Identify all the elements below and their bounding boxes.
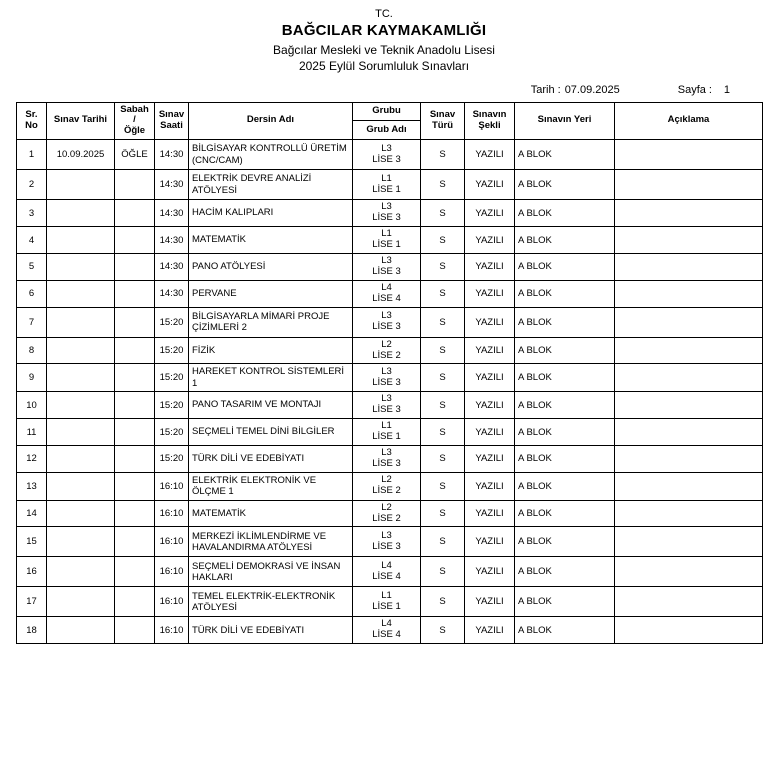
cell-exam-date — [47, 445, 115, 472]
cell-sr-no: 13 — [17, 472, 47, 500]
cell-exam-time: 14:30 — [155, 253, 189, 280]
cell-group-name: LİSE 4 — [372, 570, 401, 582]
cell-exam-date — [47, 227, 115, 254]
cell-exam-place: A BLOK — [515, 253, 615, 280]
cell-exam-date — [47, 200, 115, 227]
cell-exam-type: S — [421, 557, 465, 587]
cell-sr-no: 12 — [17, 445, 47, 472]
cell-exam-form: YAZILI — [465, 140, 515, 170]
cell-lesson-name: BİLGİSAYAR KONTROLLÜ ÜRETİM (CNC/CAM) — [189, 140, 353, 170]
cell-exam-date — [47, 337, 115, 364]
cell-note — [615, 557, 763, 587]
header-line-exam-period: 2025 Eylül Sorumluluk Sınavları — [298, 58, 470, 73]
col-header-note: Açıklama — [615, 102, 763, 140]
cell-exam-form: YAZILI — [465, 445, 515, 472]
cell-group — [353, 617, 421, 644]
cell-lesson-name: HAREKET KONTROL SİSTEMLERİ 1 — [189, 364, 353, 392]
table-row — [17, 170, 763, 200]
cell-note — [615, 280, 763, 307]
cell-group — [353, 364, 421, 392]
cell-shift — [115, 170, 155, 200]
cell-exam-type: S — [421, 170, 465, 200]
cell-note — [615, 527, 763, 557]
cell-group-code: L2 — [381, 501, 392, 513]
cell-exam-place: A BLOK — [515, 170, 615, 200]
cell-sr-no: 6 — [17, 280, 47, 307]
cell-group-name: LİSE 4 — [372, 292, 401, 304]
cell-shift — [115, 253, 155, 280]
header-line-district: BAĞCILAR KAYMAKAMLIĞI — [281, 21, 487, 39]
cell-shift — [115, 392, 155, 419]
cell-group-code: L3 — [381, 393, 392, 405]
col-header-sr-line1: Sr. — [25, 108, 38, 120]
cell-note — [615, 445, 763, 472]
cell-exam-date: 10.09.2025 — [47, 140, 115, 170]
cell-exam-type: S — [421, 500, 465, 527]
table-row — [17, 227, 763, 254]
col-header-exam-place: Sınavın Yeri — [515, 102, 615, 140]
cell-lesson-name: PERVANE — [189, 280, 353, 307]
col-header-group: Grubu — [353, 102, 421, 121]
cell-group-name: LİSE 2 — [372, 349, 401, 361]
cell-exam-form: YAZILI — [465, 472, 515, 500]
cell-exam-place: A BLOK — [515, 472, 615, 500]
cell-lesson-name: MATEMATİK — [189, 500, 353, 527]
cell-shift — [115, 280, 155, 307]
cell-note — [615, 364, 763, 392]
cell-group — [353, 527, 421, 557]
cell-shift — [115, 587, 155, 617]
cell-note — [615, 472, 763, 500]
cell-sr-no: 10 — [17, 392, 47, 419]
cell-note — [615, 500, 763, 527]
cell-group-name: LİSE 4 — [372, 629, 401, 641]
cell-exam-date — [47, 527, 115, 557]
cell-exam-form: YAZILI — [465, 617, 515, 644]
cell-exam-form: YAZILI — [465, 170, 515, 200]
cell-exam-date — [47, 472, 115, 500]
cell-group-code: L1 — [381, 420, 392, 432]
cell-sr-no: 11 — [17, 419, 47, 446]
cell-exam-type: S — [421, 392, 465, 419]
cell-lesson-name: MERKEZİ İKLİMLENDİRME VE HAVALANDIRMA ATÖLYESİ — [189, 527, 353, 557]
cell-shift — [115, 337, 155, 364]
cell-exam-form: YAZILI — [465, 500, 515, 527]
col-header-group-name: Grub Adı — [353, 121, 421, 140]
col-header-time-line1: Sınav — [158, 108, 185, 120]
cell-exam-time: 16:10 — [155, 617, 189, 644]
col-header-type-line2: Türü — [431, 119, 454, 131]
cell-shift — [115, 307, 155, 337]
cell-group-name: LİSE 3 — [372, 457, 401, 469]
cell-sr-no: 16 — [17, 557, 47, 587]
header-line-tc: TC. — [375, 8, 393, 20]
cell-shift — [115, 364, 155, 392]
cell-exam-type: S — [421, 337, 465, 364]
cell-sr-no: 4 — [17, 227, 47, 254]
cell-group-code: L3 — [381, 310, 392, 322]
cell-note — [615, 392, 763, 419]
col-header-time-line2: Saati — [160, 119, 183, 131]
col-header-form-line2: Şekli — [478, 119, 501, 131]
cell-exam-date — [47, 392, 115, 419]
cell-exam-place: A BLOK — [515, 307, 615, 337]
cell-group-code: L3 — [381, 530, 392, 541]
page-label: Sayfa : — [677, 83, 712, 96]
cell-group-name: LİSE 3 — [372, 540, 401, 552]
cell-group-code: L1 — [381, 172, 392, 184]
col-header-shift — [115, 102, 155, 140]
cell-group-code: L2 — [381, 474, 392, 486]
cell-sr-no: 3 — [17, 200, 47, 227]
cell-lesson-name: ELEKTRİK DEVRE ANALİZİ ATÖLYESİ — [189, 170, 353, 200]
date-label: Tarih : — [530, 83, 561, 96]
cell-group-name: LİSE 1 — [372, 183, 401, 195]
cell-exam-time: 15:20 — [155, 445, 189, 472]
table-row — [17, 500, 763, 527]
cell-exam-place: A BLOK — [515, 419, 615, 446]
cell-lesson-name: PANO TASARIM VE MONTAJI — [189, 392, 353, 419]
cell-exam-type: S — [421, 419, 465, 446]
col-header-lesson-name: Dersin Adı — [189, 102, 353, 140]
cell-group-name: LİSE 1 — [372, 600, 401, 612]
cell-group — [353, 280, 421, 307]
cell-group — [353, 140, 421, 170]
cell-note — [615, 170, 763, 200]
cell-exam-time: 16:10 — [155, 500, 189, 527]
cell-exam-time: 16:10 — [155, 587, 189, 617]
cell-exam-time: 14:30 — [155, 170, 189, 200]
cell-exam-time: 16:10 — [155, 472, 189, 500]
cell-exam-place: A BLOK — [515, 587, 615, 617]
cell-exam-place: A BLOK — [515, 200, 615, 227]
cell-exam-form: YAZILI — [465, 557, 515, 587]
cell-group — [353, 307, 421, 337]
cell-exam-place: A BLOK — [515, 557, 615, 587]
page-value: 1 — [723, 83, 730, 96]
cell-sr-no: 7 — [17, 307, 47, 337]
cell-shift — [115, 617, 155, 644]
cell-group — [353, 170, 421, 200]
cell-shift — [115, 500, 155, 527]
table-row — [17, 253, 763, 280]
cell-group — [353, 587, 421, 617]
cell-group-name: LİSE 3 — [372, 265, 401, 277]
date-value: 07.09.2025 — [564, 83, 620, 96]
col-header-exam-time — [155, 102, 189, 140]
cell-group-name: LİSE 3 — [372, 376, 401, 388]
cell-group — [353, 500, 421, 527]
cell-exam-time: 14:30 — [155, 280, 189, 307]
cell-sr-no: 14 — [17, 500, 47, 527]
cell-group-code: L4 — [381, 618, 392, 630]
cell-exam-place: A BLOK — [515, 227, 615, 254]
cell-note — [615, 227, 763, 254]
cell-exam-time: 15:20 — [155, 392, 189, 419]
cell-exam-form: YAZILI — [465, 227, 515, 254]
cell-note — [615, 587, 763, 617]
cell-exam-type: S — [421, 617, 465, 644]
cell-exam-type: S — [421, 445, 465, 472]
cell-shift — [115, 557, 155, 587]
cell-group — [353, 253, 421, 280]
cell-note — [615, 419, 763, 446]
cell-shift — [115, 227, 155, 254]
cell-lesson-name: BİLGİSAYARLA MİMARİ PROJE ÇİZİMLERİ 2 — [189, 307, 353, 337]
cell-exam-time: 14:30 — [155, 200, 189, 227]
table-row — [17, 419, 763, 446]
table-header — [17, 102, 763, 140]
table-row — [17, 445, 763, 472]
table-row — [17, 472, 763, 500]
cell-group-code: L4 — [381, 281, 392, 293]
cell-lesson-name: TEMEL ELEKTRİK-ELEKTRONİK ATÖLYESİ — [189, 587, 353, 617]
cell-exam-type: S — [421, 472, 465, 500]
table-body — [17, 140, 763, 644]
cell-note — [615, 253, 763, 280]
cell-note — [615, 200, 763, 227]
cell-group-name: LİSE 1 — [372, 239, 401, 251]
cell-group — [353, 337, 421, 364]
col-header-form-line1: Sınavın — [472, 108, 507, 120]
cell-exam-time: 15:20 — [155, 307, 189, 337]
cell-group — [353, 445, 421, 472]
cell-lesson-name: HACİM KALIPLARI — [189, 200, 353, 227]
cell-exam-time: 16:10 — [155, 557, 189, 587]
cell-group — [353, 472, 421, 500]
cell-sr-no: 9 — [17, 364, 47, 392]
cell-exam-type: S — [421, 253, 465, 280]
cell-group — [353, 227, 421, 254]
cell-exam-time: 15:20 — [155, 364, 189, 392]
cell-exam-form: YAZILI — [465, 527, 515, 557]
col-header-sr-no — [17, 102, 47, 140]
cell-group-code: L3 — [381, 365, 392, 377]
cell-group-code: L3 — [381, 142, 392, 154]
cell-lesson-name: SEÇMELİ TEMEL DİNİ BİLGİLER — [189, 419, 353, 446]
cell-sr-no: 8 — [17, 337, 47, 364]
cell-sr-no: 17 — [17, 587, 47, 617]
cell-exam-form: YAZILI — [465, 392, 515, 419]
cell-shift — [115, 527, 155, 557]
cell-group-name: LİSE 3 — [372, 321, 401, 333]
cell-group-name: LİSE 3 — [372, 212, 401, 224]
cell-lesson-name: TÜRK DİLİ VE EDEBİYATI — [189, 617, 353, 644]
cell-note — [615, 140, 763, 170]
table-row — [17, 337, 763, 364]
cell-shift — [115, 472, 155, 500]
cell-group-name: LİSE 2 — [372, 485, 401, 497]
col-header-exam-date: Sınav Tarihi — [47, 102, 115, 140]
cell-sr-no: 1 — [17, 140, 47, 170]
cell-exam-date — [47, 587, 115, 617]
cell-group — [353, 419, 421, 446]
cell-exam-type: S — [421, 280, 465, 307]
table-row — [17, 140, 763, 170]
cell-group-code: L3 — [381, 446, 392, 458]
col-header-shift-line1: Sabah / — [120, 103, 149, 126]
table-row — [17, 527, 763, 557]
cell-exam-type: S — [421, 587, 465, 617]
cell-lesson-name: MATEMATİK — [189, 227, 353, 254]
cell-group-name: LİSE 3 — [372, 153, 401, 165]
cell-note — [615, 337, 763, 364]
cell-exam-place: A BLOK — [515, 617, 615, 644]
cell-lesson-name: ELEKTRİK ELEKTRONİK VE ÖLÇME 1 — [189, 472, 353, 500]
cell-exam-place: A BLOK — [515, 364, 615, 392]
cell-exam-form: YAZILI — [465, 364, 515, 392]
cell-exam-date — [47, 170, 115, 200]
cell-exam-type: S — [421, 227, 465, 254]
cell-sr-no: 18 — [17, 617, 47, 644]
cell-group-name: LİSE 1 — [372, 431, 401, 443]
cell-exam-form: YAZILI — [465, 419, 515, 446]
cell-group-name: LİSE 2 — [372, 512, 401, 524]
cell-lesson-name: PANO ATÖLYESİ — [189, 253, 353, 280]
table-row — [17, 200, 763, 227]
cell-shift: ÖĞLE — [115, 140, 155, 170]
cell-exam-place: A BLOK — [515, 445, 615, 472]
cell-group-code: L3 — [381, 254, 392, 266]
cell-exam-form: YAZILI — [465, 587, 515, 617]
header-line-school: Bağcılar Mesleki ve Teknik Anadolu Lisesi — [273, 42, 495, 57]
cell-exam-time: 16:10 — [155, 527, 189, 557]
cell-exam-form: YAZILI — [465, 307, 515, 337]
cell-exam-type: S — [421, 200, 465, 227]
cell-note — [615, 617, 763, 644]
cell-sr-no: 15 — [17, 527, 47, 557]
cell-group — [353, 392, 421, 419]
table-row — [17, 617, 763, 644]
cell-note — [615, 307, 763, 337]
cell-lesson-name: FİZİK — [189, 337, 353, 364]
document-header — [16, 8, 752, 74]
cell-sr-no: 5 — [17, 253, 47, 280]
cell-exam-place: A BLOK — [515, 392, 615, 419]
cell-exam-date — [47, 307, 115, 337]
cell-exam-place: A BLOK — [515, 280, 615, 307]
col-header-type-line1: Sınav — [429, 108, 456, 120]
cell-sr-no: 2 — [17, 170, 47, 200]
col-header-exam-form — [465, 102, 515, 140]
cell-exam-place: A BLOK — [515, 337, 615, 364]
cell-group-name: LİSE 3 — [372, 404, 401, 416]
cell-exam-place: A BLOK — [515, 140, 615, 170]
cell-shift — [115, 445, 155, 472]
cell-shift — [115, 419, 155, 446]
table-row — [17, 307, 763, 337]
cell-exam-time: 14:30 — [155, 227, 189, 254]
table-row — [17, 364, 763, 392]
cell-exam-date — [47, 280, 115, 307]
col-header-shift-line2: Öğle — [123, 125, 146, 137]
cell-exam-time: 14:30 — [155, 140, 189, 170]
cell-exam-form: YAZILI — [465, 200, 515, 227]
cell-exam-time: 15:20 — [155, 419, 189, 446]
cell-group-code: L4 — [381, 560, 392, 571]
cell-shift — [115, 200, 155, 227]
cell-exam-form: YAZILI — [465, 253, 515, 280]
cell-exam-place: A BLOK — [515, 500, 615, 527]
cell-exam-date — [47, 617, 115, 644]
cell-exam-date — [47, 557, 115, 587]
exam-schedule-table — [16, 102, 763, 645]
cell-group-code: L1 — [381, 590, 392, 601]
table-row — [17, 392, 763, 419]
cell-group-code: L3 — [381, 201, 392, 213]
cell-exam-place: A BLOK — [515, 527, 615, 557]
table-row — [17, 557, 763, 587]
cell-exam-date — [47, 364, 115, 392]
table-row — [17, 280, 763, 307]
col-header-exam-type — [421, 102, 465, 140]
cell-exam-type: S — [421, 307, 465, 337]
document-meta — [16, 84, 752, 96]
cell-lesson-name: TÜRK DİLİ VE EDEBİYATI — [189, 445, 353, 472]
table-row — [17, 587, 763, 617]
cell-exam-form: YAZILI — [465, 337, 515, 364]
cell-exam-date — [47, 419, 115, 446]
cell-group — [353, 557, 421, 587]
cell-group-code: L2 — [381, 338, 392, 350]
cell-exam-date — [47, 500, 115, 527]
cell-exam-type: S — [421, 527, 465, 557]
cell-group-code: L1 — [381, 228, 392, 240]
col-header-sr-line2: No — [25, 119, 38, 131]
cell-exam-type: S — [421, 364, 465, 392]
cell-exam-form: YAZILI — [465, 280, 515, 307]
cell-lesson-name: SEÇMELİ DEMOKRASİ VE İNSAN HAKLARI — [189, 557, 353, 587]
cell-exam-date — [47, 253, 115, 280]
cell-exam-time: 15:20 — [155, 337, 189, 364]
cell-group — [353, 200, 421, 227]
cell-exam-type: S — [421, 140, 465, 170]
